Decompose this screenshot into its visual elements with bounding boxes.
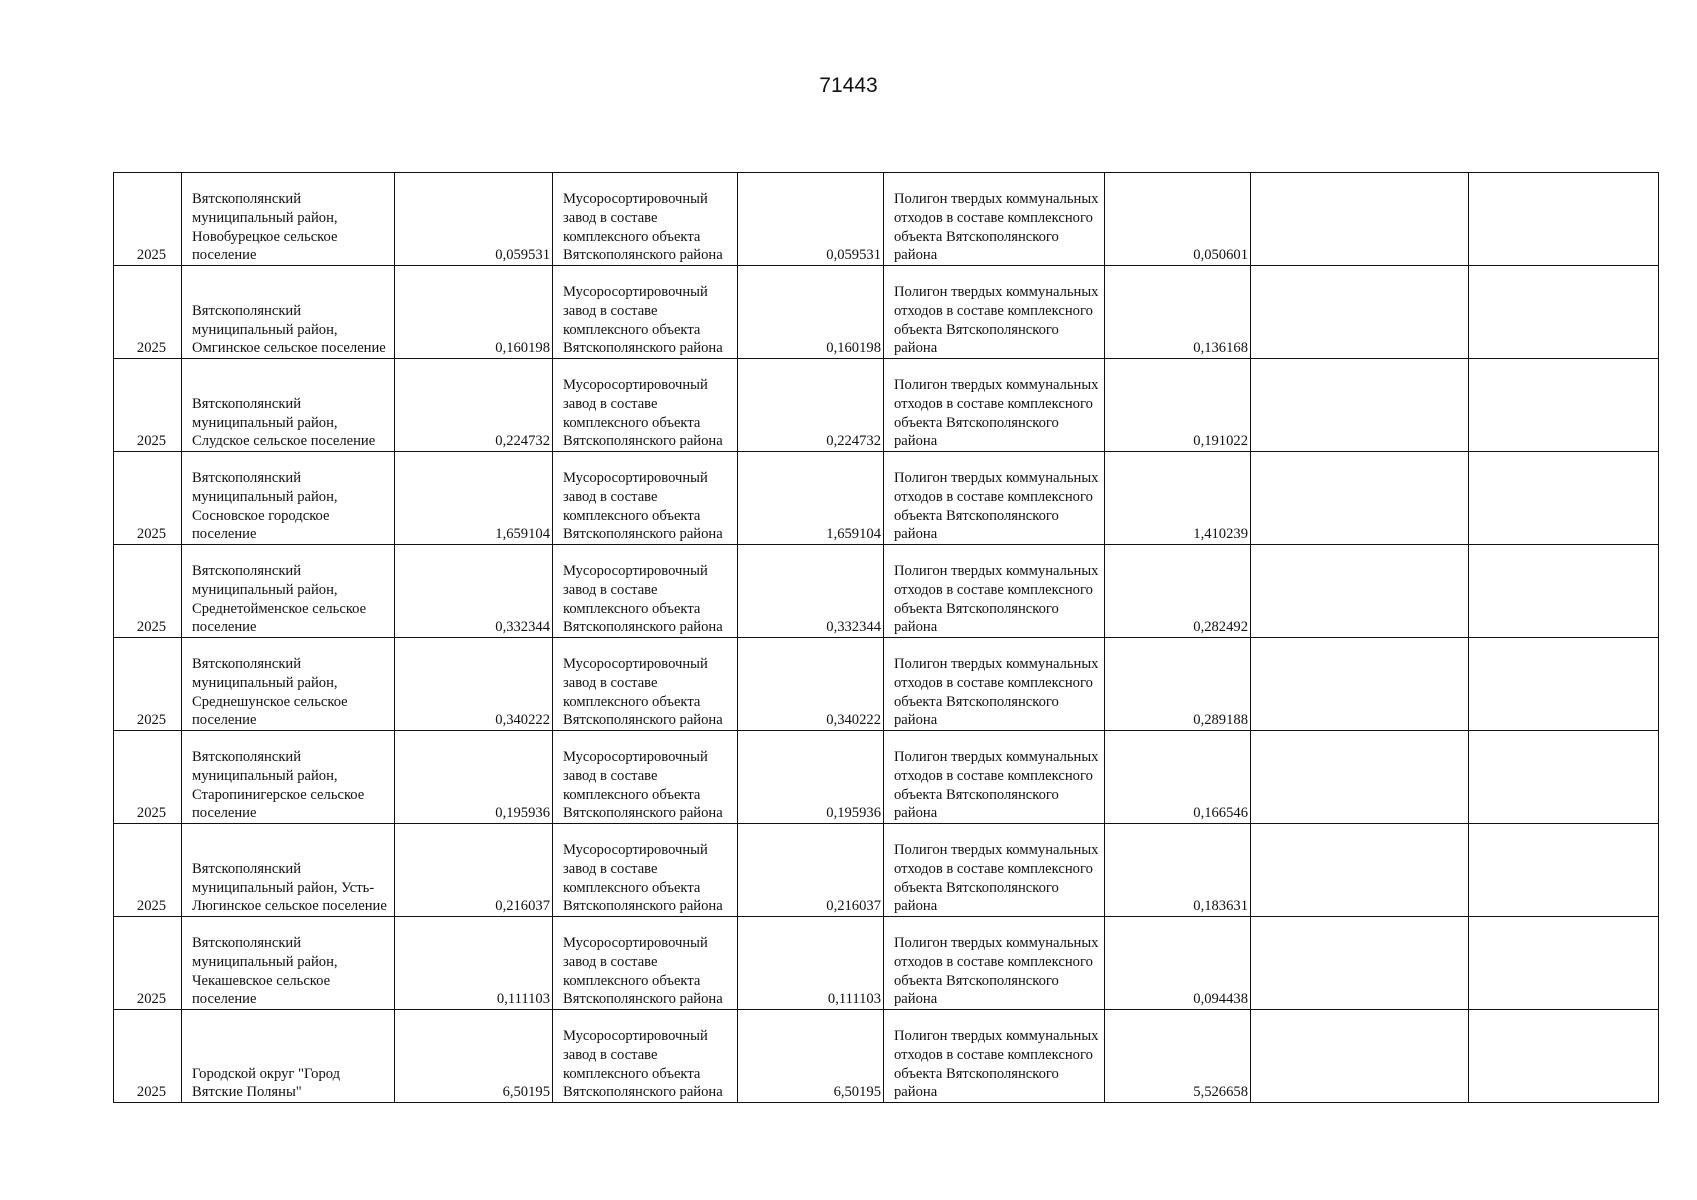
source-volume-cell: 0,059531 — [395, 173, 553, 266]
sorting-volume-cell: 0,195936 — [738, 731, 884, 824]
sorting-volume-cell: 0,059531 — [738, 173, 884, 266]
table-row — [114, 731, 1659, 824]
table-row — [114, 545, 1659, 638]
source-settlement-cell: Вятскополянский муниципальный район, Среднешунское сельское поселение — [182, 638, 395, 731]
source-settlement-cell: Вятскополянский муниципальный район, Новобурецкое сельское поселение — [182, 173, 395, 266]
year-cell: 2025 — [114, 452, 182, 545]
empty-cell-8 — [1251, 359, 1469, 452]
empty-cell-9 — [1469, 638, 1659, 731]
table-row — [114, 359, 1659, 452]
year-cell: 2025 — [114, 731, 182, 824]
disposal-volume-cell: 0,050601 — [1105, 173, 1251, 266]
table-row — [114, 266, 1659, 359]
empty-cell-8 — [1251, 1010, 1469, 1103]
year-cell: 2025 — [114, 266, 182, 359]
source-settlement-cell: Вятскополянский муниципальный район, Чекашевское сельское поселение — [182, 917, 395, 1010]
disposal-volume-cell: 1,410239 — [1105, 452, 1251, 545]
empty-cell-9 — [1469, 266, 1659, 359]
source-settlement-cell: Вятскополянский муниципальный район, Усть-Люгинское сельское поселение — [182, 824, 395, 917]
empty-cell-8 — [1251, 731, 1469, 824]
sorting-volume-cell: 0,332344 — [738, 545, 884, 638]
year-cell: 2025 — [114, 359, 182, 452]
waste-flow-table — [113, 172, 1659, 1103]
sorting-volume-cell: 0,340222 — [738, 638, 884, 731]
disposal-facility-cell: Полигон твердых коммунальных отходов в составе комплексного объекта Вятскополянского района — [884, 638, 1105, 731]
source-volume-cell: 1,659104 — [395, 452, 553, 545]
empty-cell-9 — [1469, 731, 1659, 824]
sorting-facility-cell: Мусоросортировочный завод в составе комплексного объекта Вятскополянского района — [553, 359, 738, 452]
empty-cell-9 — [1469, 917, 1659, 1010]
year-cell: 2025 — [114, 1010, 182, 1103]
sorting-facility-cell: Мусоросортировочный завод в составе комплексного объекта Вятскополянского района — [553, 824, 738, 917]
empty-cell-8 — [1251, 824, 1469, 917]
source-volume-cell: 6,50195 — [395, 1010, 553, 1103]
disposal-volume-cell: 0,183631 — [1105, 824, 1251, 917]
source-settlement-cell: Городской округ "Город Вятские Поляны" — [182, 1010, 395, 1103]
disposal-facility-cell: Полигон твердых коммунальных отходов в составе комплексного объекта Вятскополянского района — [884, 266, 1105, 359]
disposal-facility-cell: Полигон твердых коммунальных отходов в составе комплексного объекта Вятскополянского района — [884, 173, 1105, 266]
disposal-volume-cell: 0,191022 — [1105, 359, 1251, 452]
disposal-facility-cell: Полигон твердых коммунальных отходов в составе комплексного объекта Вятскополянского района — [884, 731, 1105, 824]
disposal-facility-cell: Полигон твердых коммунальных отходов в составе комплексного объекта Вятскополянского района — [884, 359, 1105, 452]
empty-cell-8 — [1251, 917, 1469, 1010]
source-settlement-cell: Вятскополянский муниципальный район, Среднетойменское сельское поселение — [182, 545, 395, 638]
sorting-facility-cell: Мусоросортировочный завод в составе комплексного объекта Вятскополянского района — [553, 731, 738, 824]
source-volume-cell: 0,224732 — [395, 359, 553, 452]
sorting-facility-cell: Мусоросортировочный завод в составе комплексного объекта Вятскополянского района — [553, 452, 738, 545]
table-row — [114, 173, 1659, 266]
year-cell: 2025 — [114, 917, 182, 1010]
empty-cell-9 — [1469, 173, 1659, 266]
source-volume-cell: 0,160198 — [395, 266, 553, 359]
empty-cell-9 — [1469, 1010, 1659, 1103]
source-settlement-cell: Вятскополянский муниципальный район, Омгинское сельское поселение — [182, 266, 395, 359]
year-cell: 2025 — [114, 545, 182, 638]
sorting-volume-cell: 0,216037 — [738, 824, 884, 917]
empty-cell-8 — [1251, 545, 1469, 638]
sorting-facility-cell: Мусоросортировочный завод в составе комплексного объекта Вятскополянского района — [553, 917, 738, 1010]
sorting-volume-cell: 1,659104 — [738, 452, 884, 545]
sorting-volume-cell: 0,160198 — [738, 266, 884, 359]
disposal-volume-cell: 0,289188 — [1105, 638, 1251, 731]
disposal-volume-cell: 5,526658 — [1105, 1010, 1251, 1103]
source-volume-cell: 0,340222 — [395, 638, 553, 731]
empty-cell-9 — [1469, 359, 1659, 452]
source-settlement-cell: Вятскополянский муниципальный район, Сосновское городское поселение — [182, 452, 395, 545]
sorting-volume-cell: 0,111103 — [738, 917, 884, 1010]
disposal-facility-cell: Полигон твердых коммунальных отходов в составе комплексного объекта Вятскополянского района — [884, 545, 1105, 638]
disposal-volume-cell: 0,136168 — [1105, 266, 1251, 359]
disposal-facility-cell: Полигон твердых коммунальных отходов в составе комплексного объекта Вятскополянского района — [884, 452, 1105, 545]
empty-cell-8 — [1251, 452, 1469, 545]
disposal-facility-cell: Полигон твердых коммунальных отходов в составе комплексного объекта Вятскополянского района — [884, 1010, 1105, 1103]
table-row — [114, 452, 1659, 545]
sorting-volume-cell: 6,50195 — [738, 1010, 884, 1103]
source-volume-cell: 0,195936 — [395, 731, 553, 824]
table-row — [114, 638, 1659, 731]
table-body — [114, 173, 1659, 1103]
table-row — [114, 1010, 1659, 1103]
year-cell: 2025 — [114, 638, 182, 731]
sorting-volume-cell: 0,224732 — [738, 359, 884, 452]
disposal-volume-cell: 0,166546 — [1105, 731, 1251, 824]
table-row — [114, 824, 1659, 917]
disposal-facility-cell: Полигон твердых коммунальных отходов в составе комплексного объекта Вятскополянского района — [884, 824, 1105, 917]
source-volume-cell: 0,216037 — [395, 824, 553, 917]
disposal-volume-cell: 0,094438 — [1105, 917, 1251, 1010]
year-cell: 2025 — [114, 824, 182, 917]
sorting-facility-cell: Мусоросортировочный завод в составе комплексного объекта Вятскополянского района — [553, 638, 738, 731]
page-number: 71443 — [819, 74, 878, 97]
disposal-volume-cell: 0,282492 — [1105, 545, 1251, 638]
empty-cell-9 — [1469, 452, 1659, 545]
empty-cell-8 — [1251, 266, 1469, 359]
empty-cell-9 — [1469, 545, 1659, 638]
source-settlement-cell: Вятскополянский муниципальный район, Старопинигерское сельское поселение — [182, 731, 395, 824]
sorting-facility-cell: Мусоросортировочный завод в составе комплексного объекта Вятскополянского района — [553, 1010, 738, 1103]
disposal-facility-cell: Полигон твердых коммунальных отходов в составе комплексного объекта Вятскополянского района — [884, 917, 1105, 1010]
empty-cell-9 — [1469, 824, 1659, 917]
empty-cell-8 — [1251, 638, 1469, 731]
empty-cell-8 — [1251, 173, 1469, 266]
source-settlement-cell: Вятскополянский муниципальный район, Слудское сельское поселение — [182, 359, 395, 452]
source-volume-cell: 0,332344 — [395, 545, 553, 638]
year-cell: 2025 — [114, 173, 182, 266]
sorting-facility-cell: Мусоросортировочный завод в составе комплексного объекта Вятскополянского района — [553, 173, 738, 266]
table-row — [114, 917, 1659, 1010]
source-volume-cell: 0,111103 — [395, 917, 553, 1010]
sorting-facility-cell: Мусоросортировочный завод в составе комплексного объекта Вятскополянского района — [553, 545, 738, 638]
sorting-facility-cell: Мусоросортировочный завод в составе комплексного объекта Вятскополянского района — [553, 266, 738, 359]
